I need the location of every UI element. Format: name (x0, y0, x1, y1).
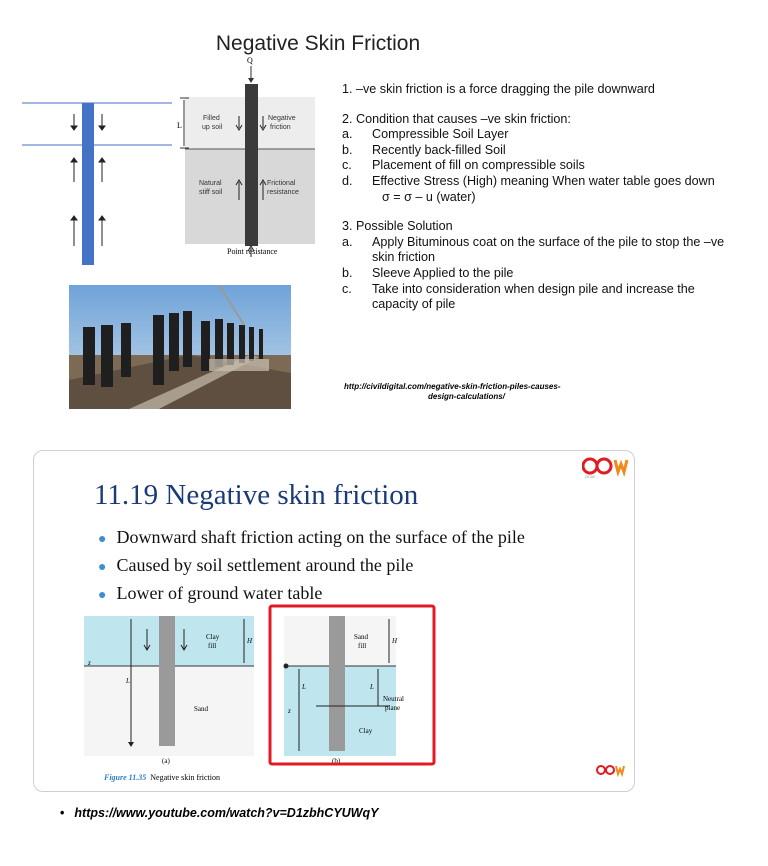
svg-text:L: L (370, 683, 374, 691)
list-item: b. Recently back-filled Soil (342, 142, 506, 157)
stress-formula: σ = σ – u (water) (382, 189, 476, 204)
list-item: a. Apply Bituminous coat on the surface of the pile to stop the –ve skin friction (342, 234, 725, 265)
negative-friction-label: Negative (268, 115, 296, 122)
svg-text:Sand: Sand (194, 705, 208, 713)
figure-b (270, 606, 434, 765)
svg-text:stiff soil: stiff soil (199, 189, 223, 196)
ocw-footer-logo (596, 763, 626, 781)
list-item: c. Take into consideration when design pile and increase the capacity of pile (342, 281, 695, 312)
bullet-1: ● Downward shaft friction acting on the surface of the pile (98, 527, 525, 547)
svg-text:Neutral: Neutral (383, 695, 404, 703)
svg-text:resistance: resistance (267, 189, 299, 196)
point-resistance-label: Point resistance (227, 247, 278, 256)
slide-title: 11.19 Negative skin friction (94, 479, 419, 511)
svg-text:(a): (a) (162, 757, 170, 765)
solutions-list (342, 235, 737, 313)
svg-text:plane: plane (385, 704, 401, 712)
bullet-3: ● Lower of ground water table (98, 583, 323, 603)
list-item: d. Effective Stress (High) meaning When water table goes downσ = σ – u (water) (342, 173, 715, 204)
bullet-2: ● Caused by soil settlement around the pile (98, 555, 414, 575)
l1-label: L (177, 121, 182, 130)
svg-text:Sand: Sand (354, 633, 368, 641)
svg-text:Clay: Clay (206, 633, 220, 641)
pile-force-diagram (22, 100, 174, 268)
video-link[interactable]: • https://www.youtube.com/watch?v=D1zbhCYUWqY (60, 806, 379, 820)
svg-text:OCW: OCW (585, 474, 595, 479)
svg-text:L: L (302, 683, 306, 691)
source-link[interactable]: http://civildigital.com/negative-skin-friction-piles-causes- design-calculations/ (344, 382, 561, 401)
svg-text:L: L (126, 677, 130, 685)
svg-text:fill: fill (208, 642, 217, 650)
figure-a (84, 616, 254, 765)
figure-11-35 (34, 451, 634, 791)
point-1: 1. –ve skin friction is a force dragging the pile downward (342, 82, 655, 96)
notes-panel (342, 82, 737, 313)
page-title: Negative Skin Friction (215, 32, 421, 55)
svg-text:H: H (247, 637, 253, 645)
list-item: a. Compressible Soil Layer (342, 127, 509, 142)
conditions-list (342, 127, 737, 205)
svg-text:H: H (392, 637, 398, 645)
svg-text:friction: friction (270, 124, 291, 131)
list-item: c. Placement of fill on compressible soils (342, 158, 585, 173)
svg-text:fill: fill (358, 642, 367, 650)
pile-site-photo (69, 285, 291, 409)
svg-text:z: z (88, 659, 91, 667)
conditions-title: 2. Condition that causes –ve skin friction: (342, 111, 571, 126)
natural-soil-label: Natural (199, 180, 222, 187)
list-item: b. Sleeve Applied to the pile (342, 265, 514, 280)
lecture-slide (33, 450, 635, 792)
svg-text:up soil: up soil (202, 124, 223, 131)
frictional-resistance-label: Frictional (267, 180, 296, 187)
negative-friction-pile-diagram (175, 52, 335, 262)
svg-text:z: z (288, 707, 291, 715)
solutions-title: 3. Possible Solution (342, 219, 453, 234)
filled-soil-label: Filled (203, 115, 220, 122)
svg-text:Clay: Clay (359, 727, 373, 735)
figure-caption: Figure 11.35 Negative skin friction (104, 773, 220, 782)
svg-text:(b): (b) (332, 757, 341, 765)
load-q-label: Q (247, 56, 253, 65)
